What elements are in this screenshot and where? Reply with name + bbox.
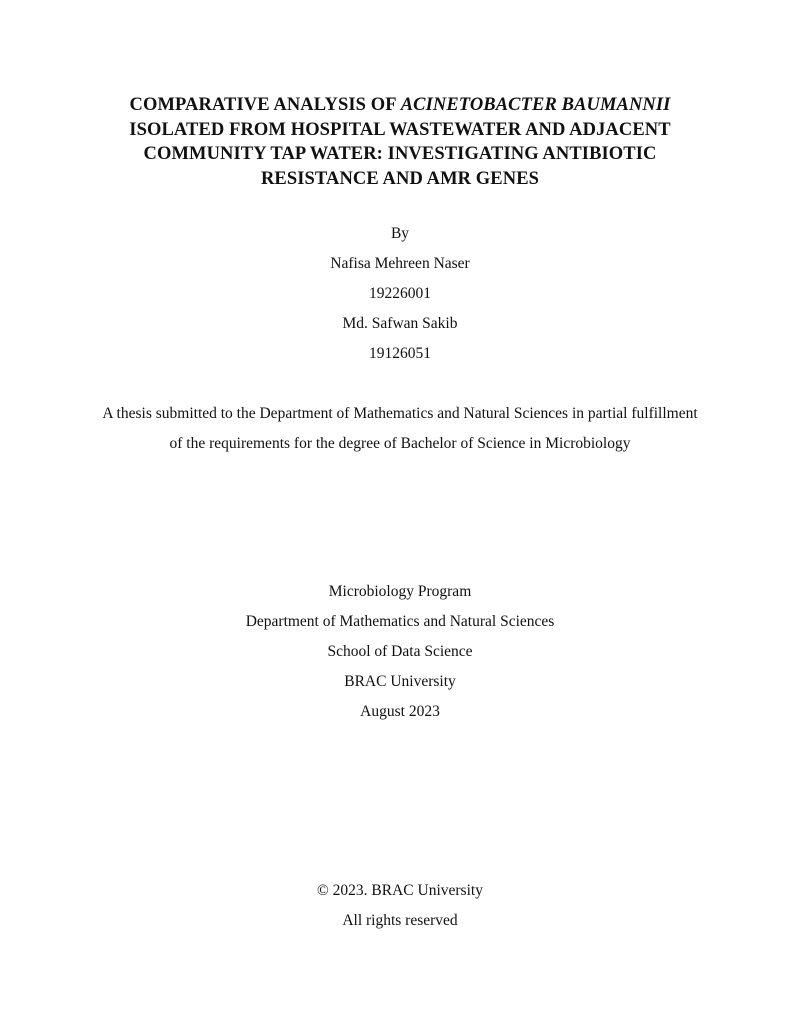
rights-statement: All rights reserved <box>342 912 458 929</box>
author-1-name: Nafisa Mehreen Naser <box>330 255 470 272</box>
department-name: Department of Mathematics and Natural Sciences <box>245 613 555 630</box>
author-1-id: 19226001 <box>369 285 431 302</box>
title-line-2: ISOLATED FROM HOSPITAL WASTEWATER AND ADJACENT <box>129 119 671 140</box>
program-name: Microbiology Program <box>328 583 472 600</box>
title-species-name: ACINETOBACTER BAUMANNII <box>400 95 671 115</box>
thesis-title <box>100 93 700 191</box>
by-label: By <box>390 225 410 242</box>
title-line-1 <box>100 93 700 118</box>
submission-statement-line-2: of the requirements for the degree of Bachelor of Science in Microbiology <box>169 435 631 452</box>
submission-date: August 2023 <box>360 703 440 720</box>
university-name: BRAC University <box>344 673 456 690</box>
author-2-id: 19126051 <box>369 345 431 362</box>
title-line-4: RESISTANCE AND AMR GENES <box>260 168 540 189</box>
submission-statement-line-1: A thesis submitted to the Department of Mathematics and Natural Sciences in partial fulfillment <box>102 405 698 422</box>
school-name: School of Data Science <box>327 643 473 660</box>
title-line-3: COMMUNITY TAP WATER: INVESTIGATING ANTIBIOTIC <box>143 144 657 164</box>
author-2-name: Md. Safwan Sakib <box>342 315 458 332</box>
copyright-notice: © 2023. BRAC University <box>317 882 483 899</box>
title-line-1-text: COMPARATIVE ANALYSIS OF <box>129 95 401 115</box>
